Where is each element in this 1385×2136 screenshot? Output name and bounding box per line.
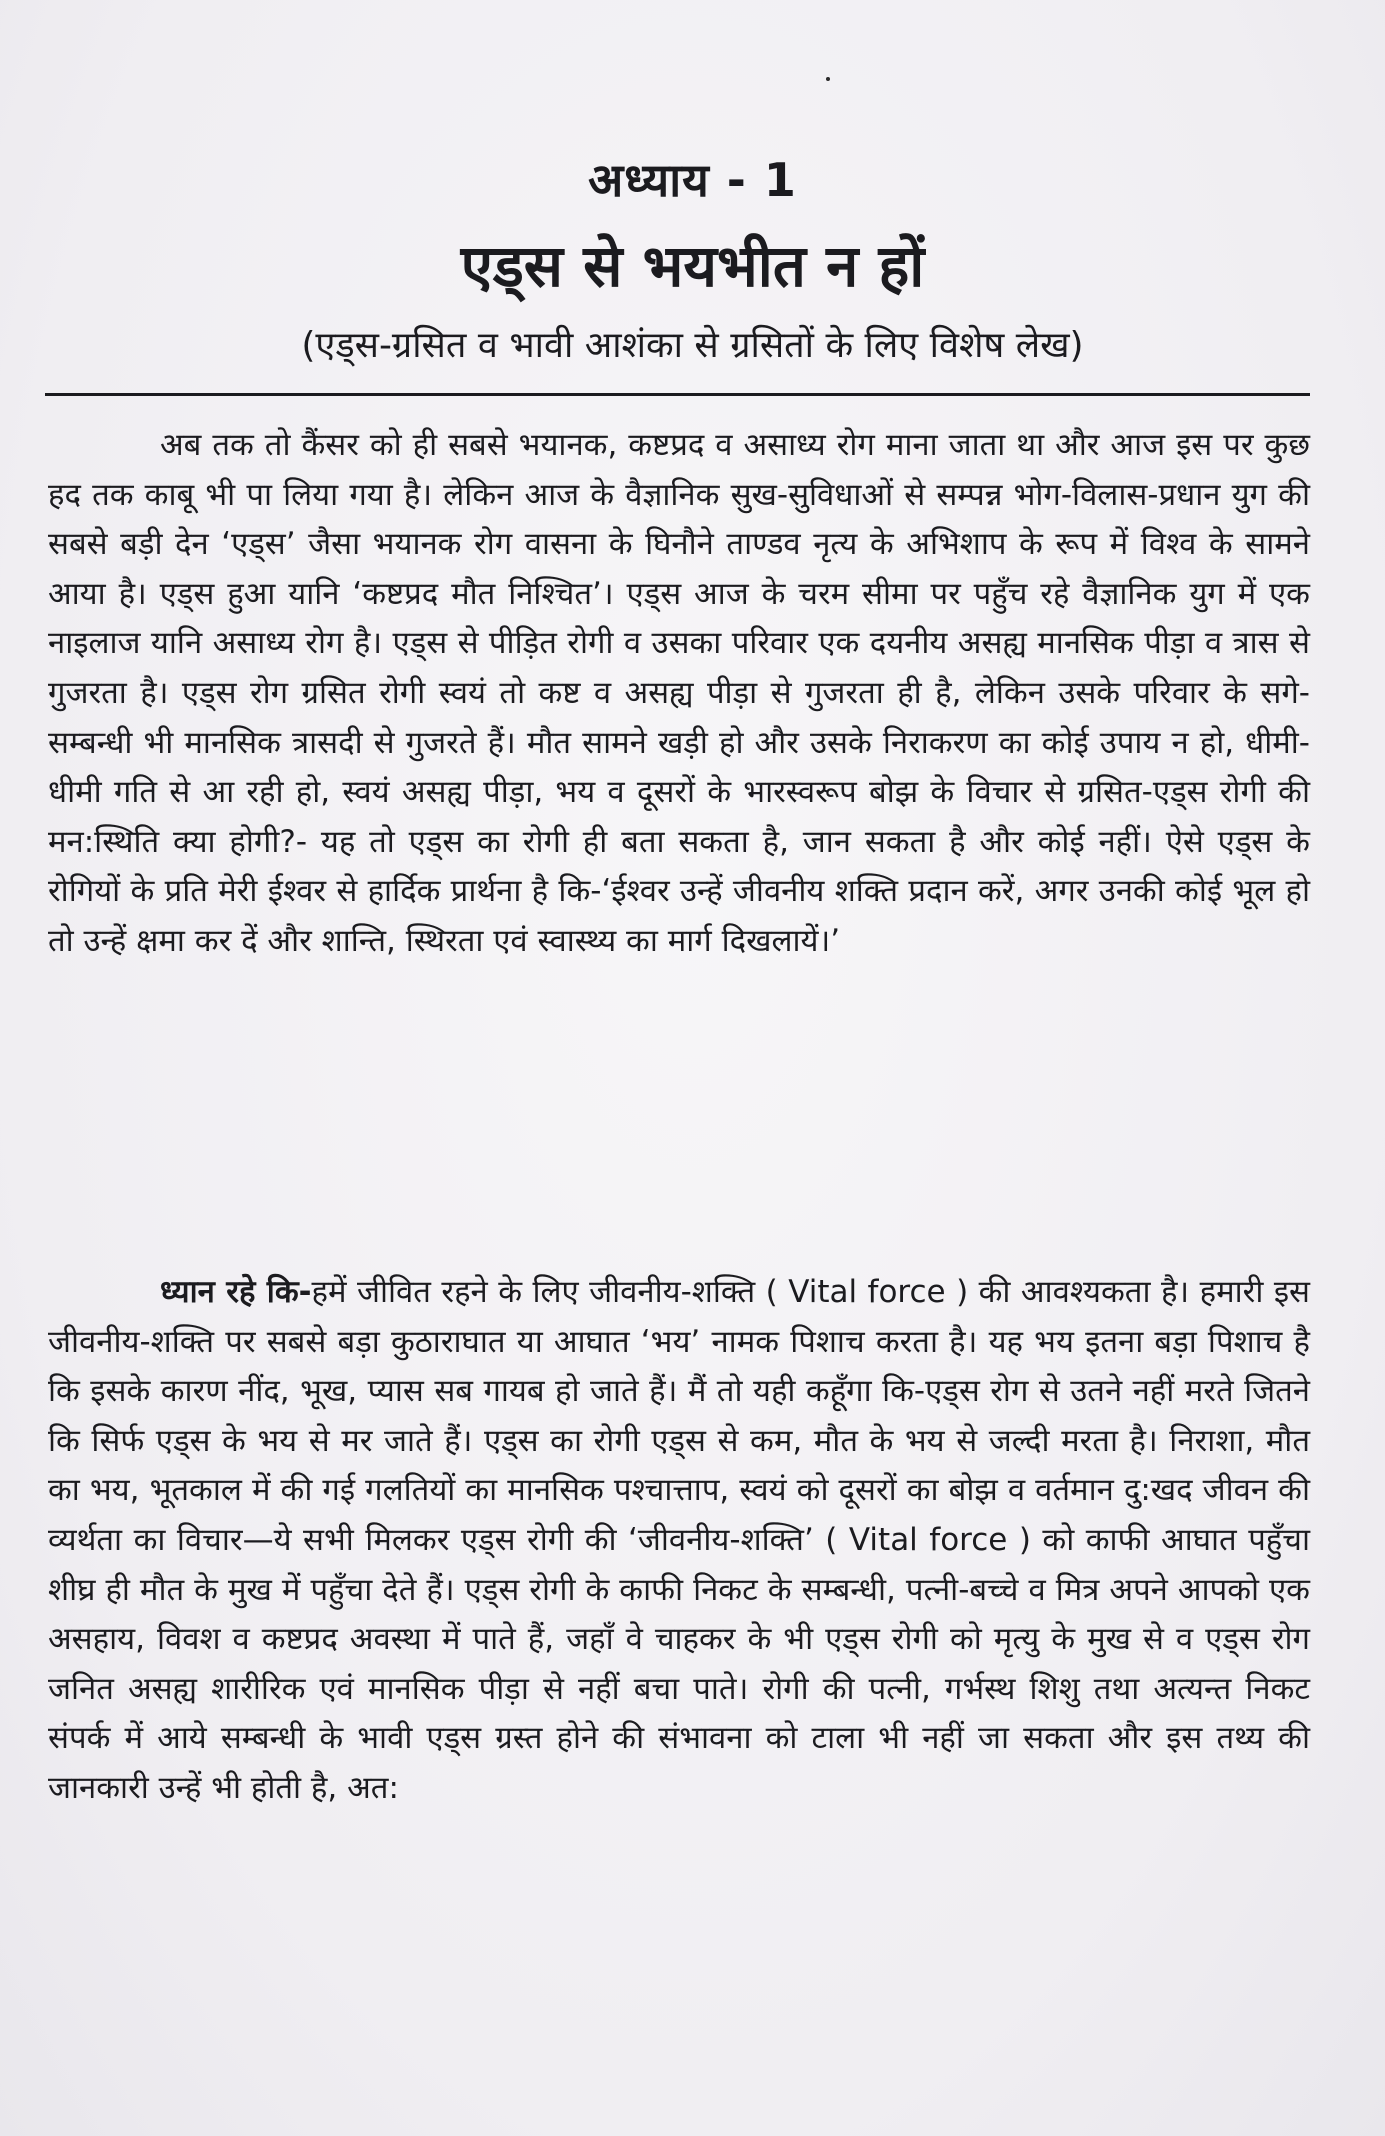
paragraph-1: अब तक तो कैंसर को ही सबसे भयानक, कष्टप्रद व असाध्य रोग माना जाता था और आज इस पर कुछ हद तक काबू भी पा लिया गया है। लेकिन आज के वैज्ञानिक सुख-सुविधाओं से सम्पन्न भोग-विलास-प्रधान युग की सबसे बड़ी देन ‘एड्स’ जैसा भयानक रोग वासना के घिनौने ताण्डव नृत्य के अभिशाप के रूप में विश्व के सामने आया है। एड्स हुआ यानि ‘कष्टप्रद मौत निश्चित’। एड्स आज के चरम सीमा पर पहुँच रहे वैज्ञानिक युग में एक नाइलाज यानि असाध्य रोग है। एड्स से पीड़ित रोगी व उसका परिवार एक दयनीय असह्य मानसिक पीड़ा व त्रास से गुजरता है। एड्स रोग ग्रसित रोगी स्वयं तो कष्ट व असह्य पीड़ा से गुजरता ही है, लेकिन उसके परिवार के सगे-सम्बन्धी भी मानसिक त्रासदी से गुजरते हैं। मौत सामने खड़ी हो और उसके निराकरण का कोई उपाय न हो, धीमी-धीमी गति से आ रही हो, स्वयं असह्य पीड़ा, भय व दूसरों के भारस्वरूप बोझ के विचार से ग्रसित-एड्स रोगी की मन:स्थिति क्या होगी?- यह तो एड्स का रोगी ही बता सकता है, जान सकता है और कोई नहीं। ऐसे एड्स के रोगियों के प्रति मेरी ईश्वर से हार्दिक प्रार्थना है कि-‘ईश्वर उन्हें जीवनीय शक्ति प्रदान करें, अगर उनकी कोई भूल हो तो उन्हें क्षमा कर दें और शान्ति, स्थिरता एवं स्वास्थ्य का मार्ग दिखलायें।’: [48, 427, 1310, 959]
chapter-heading: अध्याय - 1: [588, 153, 797, 207]
paragraph-2-lead: ध्यान रहे कि-: [160, 1274, 312, 1310]
page-subtitle: (एड्स-ग्रसित व भावी आशंका से ग्रसितों के लिए विशेष लेख): [301, 325, 1084, 366]
paragraph-2: [48, 1268, 1310, 1814]
page-title: एड्स से भयभीत न हों: [460, 232, 925, 300]
paragraph-2-body: हमें जीवित रहने के लिए जीवनीय-शक्ति ( Vital force ) की आवश्यकता है। हमारी इस जीवनीय-शक्ति पर सबसे बड़ा कुठाराघात या आघात ‘भय’ नामक पिशाच करता है। यह भय इतना बड़ा पिशाच है कि इसके कारण नींद, भूख, प्यास सब गायब हो जाते हैं। मैं तो यही कहूँगा कि-एड्स रोग से उतने नहीं मरते जितने कि सिर्फ एड्स के भय से मर जाते हैं। एड्स का रोगी एड्स से कम, मौत के भय से जल्दी मरता है। निराशा, मौत का भय, भूतकाल में की गई गलतियों का मानसिक पश्चात्ताप, स्वयं को दूसरों का बोझ व वर्तमान दु:खद जीवन की व्यर्थता का विचार—ये सभी मिलकर एड्स रोगी की ‘जीवनीय-शक्ति’ ( Vital force ) को काफी आघात पहुँचा शीघ्र ही मौत के मुख में पहुँचा देते हैं। एड्स रोगी के काफी निकट के सम्बन्धी, पत्नी-बच्चे व मित्र अपने आपको एक असहाय, विवश व कष्टप्रद अवस्था में पाते हैं, जहाँ वे चाहकर के भी एड्स रोगी को मृत्यु के मुख से व एड्स रोग जनित असह्य शारीरिक एवं मानसिक पीड़ा से नहीं बचा पाते। रोगी की पत्नी, गर्भस्थ शिशु तथा अत्यन्त निकट संपर्क में आये सम्बन्धी के भावी एड्स ग्रस्त होने की संभावना को टाला भी नहीं जा सकता और इस तथ्य की जानकारी उन्हें भी होती है, अत:: [48, 1274, 1310, 1806]
heading-divider: [45, 393, 1310, 396]
print-speck: [826, 77, 830, 81]
